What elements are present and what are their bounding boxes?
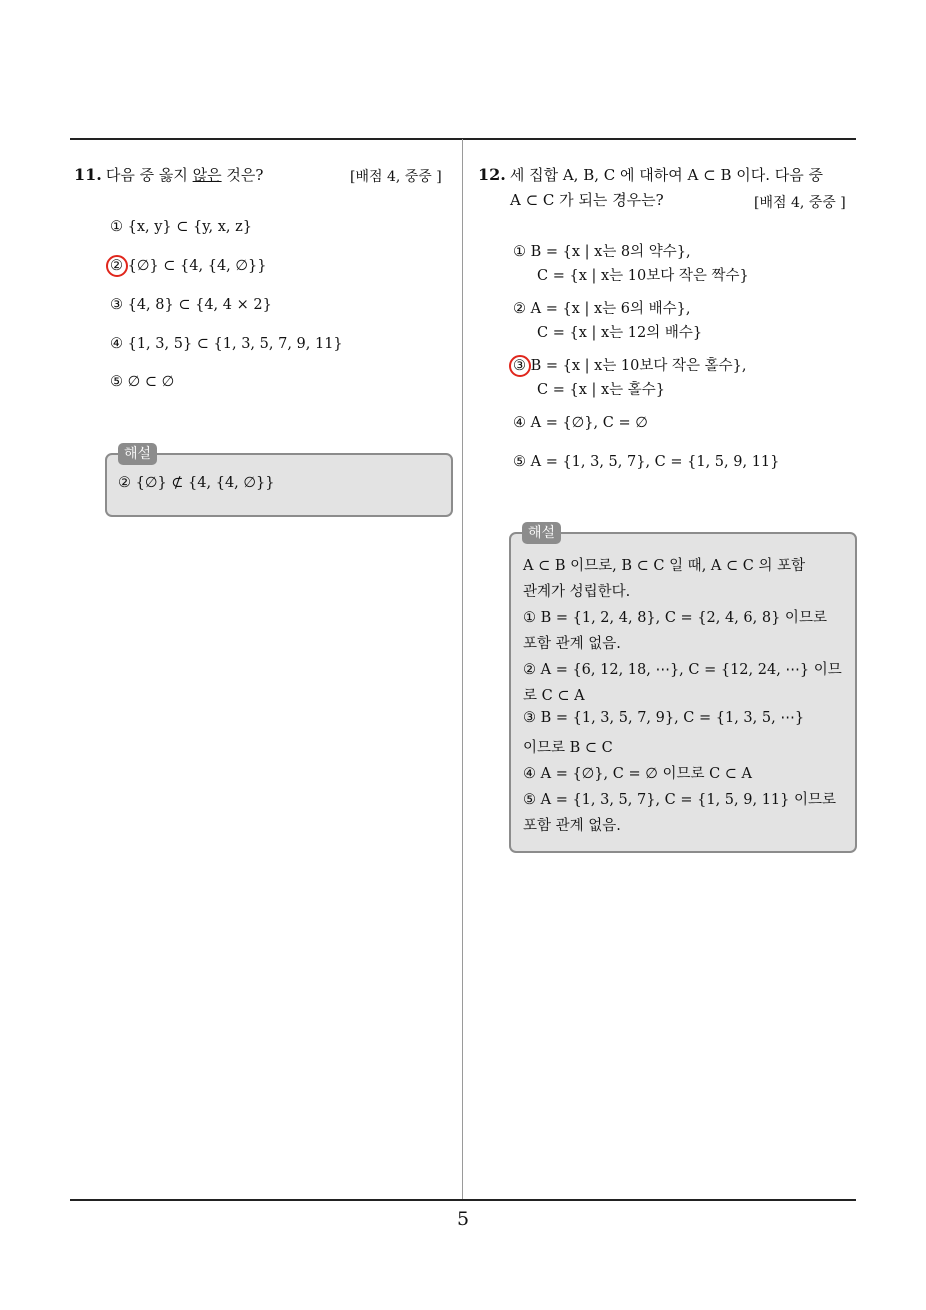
answer-circle-mark: [509, 355, 531, 377]
q11-choice-3[interactable]: ③ {4, 8} ⊂ {4, 4 × 2}: [110, 297, 272, 313]
answer-circle-mark: [106, 255, 128, 277]
q11-solution-label: 해설: [118, 443, 157, 465]
q12-solution-line: 관계가 성립한다.: [523, 584, 631, 600]
top-rule: [70, 138, 856, 140]
q12-solution-label: 해설: [522, 522, 561, 544]
question-12-number: 12.: [478, 165, 506, 184]
q11-solution-line: ② {∅} ⊄ {4, {4, ∅}}: [118, 475, 275, 491]
q12-choice-1-line1: ① B = {x | x는 8의 약수},: [513, 244, 691, 260]
question-12-text-line2: A ⊂ C 가 되는 경우는?: [510, 191, 664, 209]
q12-solution-line: 로 C ⊂ A: [523, 688, 585, 704]
question-11-score: [배점 4, 중중 ]: [350, 169, 442, 185]
q11-choice-4[interactable]: ④ {1, 3, 5} ⊂ {1, 3, 5, 7, 9, 11}: [110, 336, 343, 352]
page-number: 5: [456, 1208, 470, 1230]
q12-choice-1-line2: C = {x | x는 10보다 작은 짝수}: [537, 268, 749, 284]
q12-choice-3[interactable]: [513, 354, 746, 402]
q12-solution-line: ① B = {1, 2, 4, 8}, C = {2, 4, 6, 8} 이므로: [523, 610, 827, 626]
question-12-score: [배점 4, 중중 ]: [754, 195, 846, 211]
q12-choice-1[interactable]: [513, 240, 749, 288]
question-12-stem: [478, 163, 823, 187]
question-11-text-after: 것은?: [221, 166, 264, 184]
q12-solution-line: 이므로 B ⊂ C: [523, 740, 613, 756]
bottom-rule: [70, 1199, 856, 1201]
q12-solution-line: ③ B = {1, 3, 5, 7, 9}, C = {1, 3, 5, ⋯}: [523, 710, 805, 726]
q12-choice-3-line1: ③ B = {x | x는 10보다 작은 홀수},: [513, 358, 747, 374]
q12-choice-2-line2: C = {x | x는 12의 배수}: [537, 325, 703, 341]
q12-choice-2[interactable]: [513, 297, 702, 345]
q12-solution-line: 포함 관계 없음.: [523, 636, 621, 652]
q12-solution-line: ② A = {6, 12, 18, ⋯}, C = {12, 24, ⋯} 이므: [523, 662, 842, 678]
q12-choice-4[interactable]: ④ A = {∅}, C = ∅: [513, 415, 648, 431]
q11-choice-5[interactable]: ⑤ ∅ ⊂ ∅: [110, 374, 175, 390]
q12-solution-line: 포함 관계 없음.: [523, 818, 621, 834]
q12-solution-line: ⑤ A = {1, 3, 5, 7}, C = {1, 5, 9, 11} 이므로: [523, 792, 836, 808]
q12-solution-line: A ⊂ B 이므로, B ⊂ C 일 때, A ⊂ C 의 포함: [523, 558, 806, 574]
q11-solution-box: [105, 453, 453, 517]
question-11-text-before: 다음 중 옳지: [105, 166, 193, 184]
question-11-number: 11.: [74, 165, 102, 184]
question-11-underlined-word: 않은: [192, 166, 222, 184]
q12-choice-3-line2: C = {x | x는 홀수}: [537, 382, 666, 398]
q12-solution-line: ④ A = {∅}, C = ∅ 이므로 C ⊂ A: [523, 766, 753, 782]
q12-choice-2-line1: ② A = {x | x는 6의 배수},: [513, 301, 691, 317]
question-12-text-line1: 세 집합 A, B, C 에 대하여 A ⊂ B 이다. 다음 중: [509, 166, 824, 184]
column-divider: [462, 139, 463, 1199]
question-11-stem: [74, 163, 263, 187]
q12-choice-5[interactable]: ⑤ A = {1, 3, 5, 7}, C = {1, 5, 9, 11}: [513, 454, 780, 470]
q12-solution-box: [509, 532, 857, 853]
q11-choice-2[interactable]: ② {∅} ⊂ {4, {4, ∅}}: [110, 258, 267, 274]
q11-choice-1[interactable]: ① {x, y} ⊂ {y, x, z}: [110, 219, 252, 235]
